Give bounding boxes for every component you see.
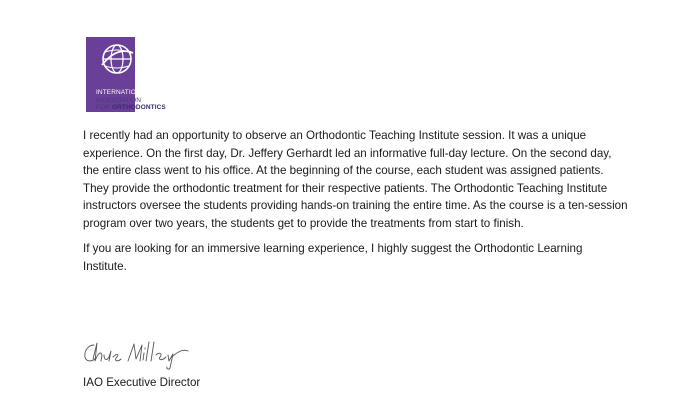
logo-line-1: INTERNATIONAL xyxy=(96,89,149,96)
logo-wordmark xyxy=(96,89,166,112)
paragraph: I recently had an opportunity to observe an Orthodontic Teaching Institute session. It was a unique experience. On the first day, Dr. Jeffery Gerhardt led an informative full-day lecture. On the second day, the entire class went to his office. At the beginning of the course, each student was assigned patients. They provide the orthodontic treatment for their respective patients. The Orthodontic Teaching Institute instructors oversee the students providing hands-on training the entire time. As the course is a ten-session program over two years, the students get to provide the treatments from start to finish. xyxy=(83,129,628,230)
logo-line-3-strong: ORTHODONTICS xyxy=(111,104,166,111)
logo-line-3 xyxy=(96,104,166,112)
handwritten-signature xyxy=(80,337,200,371)
globe-icon xyxy=(100,42,134,76)
letter-body xyxy=(83,127,628,283)
logo-line-2: ASSOCIATION xyxy=(96,96,142,104)
paragraph: If you are looking for an immersive learning experience, I highly suggest the Orthodontic Learning Institute. xyxy=(83,242,583,273)
iao-logo xyxy=(86,37,186,115)
signer-title: IAO Executive Director xyxy=(83,376,201,389)
logo-line-3-prefix: FOR xyxy=(96,104,112,111)
